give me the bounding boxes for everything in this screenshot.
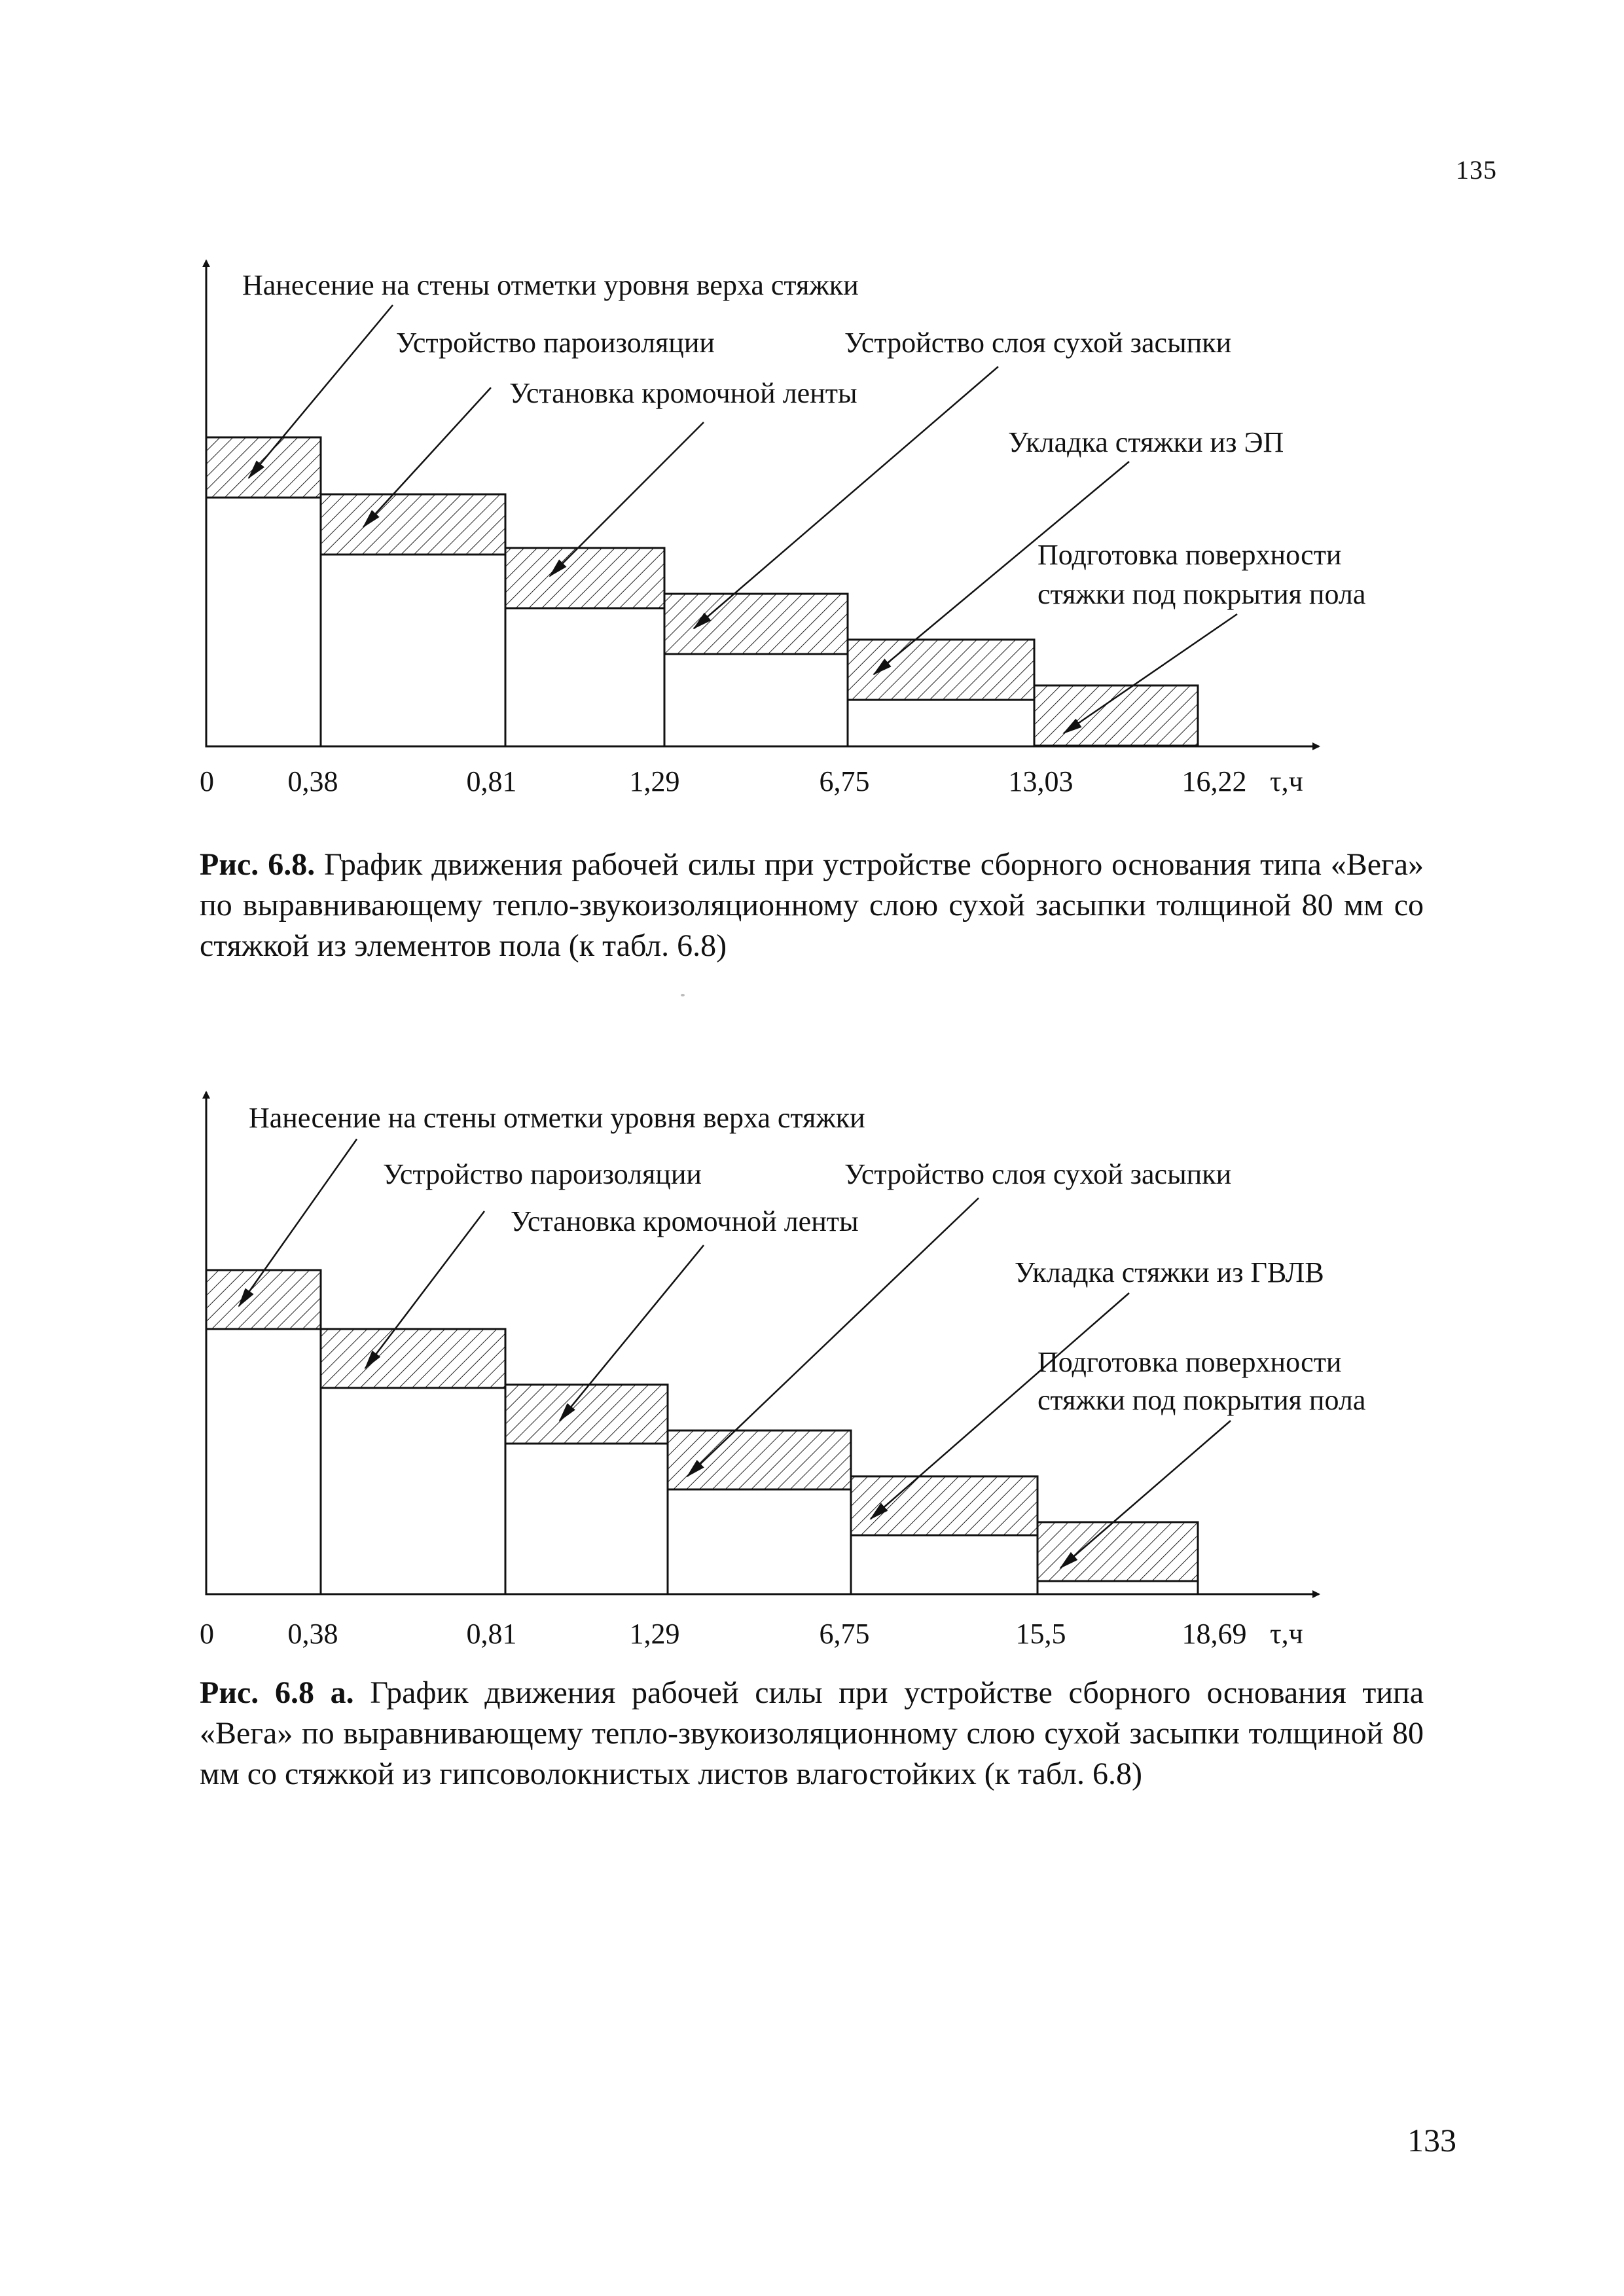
- figure-2-caption-label: Рис. 6.8 а.: [200, 1675, 354, 1710]
- tick-label: 0,38: [287, 1618, 338, 1650]
- task-label-5: Укладка стяжки из ГВЛВ: [1015, 1256, 1324, 1288]
- tick-label: 6,75: [819, 765, 870, 797]
- task-label-6-line-1: Подготовка поверхности: [1038, 539, 1342, 571]
- task-label-6-line-2: стяжки под покрытия пола: [1038, 1384, 1366, 1416]
- tick-label: 13,03: [1008, 765, 1074, 797]
- bar-hatch-4: [664, 594, 848, 654]
- page-number-bottom: 133: [1407, 2122, 1456, 2159]
- tick-label: 16,22: [1182, 765, 1247, 797]
- tick-label: 1,29: [629, 765, 680, 797]
- tick-label: 0,81: [466, 1618, 517, 1650]
- tick-label: 0,38: [287, 765, 338, 797]
- tick-label: 1,29: [629, 1618, 680, 1650]
- task-label-4: Устройство слоя сухой засыпки: [844, 327, 1232, 359]
- bar-hatch-1: [206, 437, 321, 498]
- figure-2-caption-text: График движения рабочей силы при устройстве сборного основания типа «Вега» по выравнивающему тепло-звукоизоляционному слою сухой засыпки толщиной 80 мм со стяжкой из гипсоволокнистых листов влагостойких (к табл. 6.8): [200, 1675, 1424, 1791]
- page-number-top: 135: [1456, 155, 1497, 185]
- axis-label: τ,ч: [1270, 765, 1303, 797]
- bar-hatch-5: [851, 1476, 1038, 1535]
- figure-2-svg: [0, 1074, 1624, 1663]
- figure-1-caption-label: Рис. 6.8.: [200, 847, 316, 882]
- bar-hatch-6: [1038, 1522, 1198, 1581]
- origin-label: 0: [200, 765, 214, 797]
- bar-hatch-3: [505, 1385, 668, 1444]
- task-label-6-line-1: Подготовка поверхности: [1038, 1346, 1342, 1378]
- task-label-2: Устройство пароизоляции: [396, 327, 715, 359]
- axis-label: τ,ч: [1270, 1618, 1303, 1650]
- tick-label: 0,81: [466, 765, 517, 797]
- figure-1-caption-text: График движения рабочей силы при устройстве сборного основания типа «Вега» по выравнивающему тепло-звукоизоляционному слою сухой засыпки толщиной 80 мм со стяжкой из элементов пола (к табл. 6.8): [200, 847, 1424, 963]
- task-label-2: Устройство пароизоляции: [383, 1158, 702, 1190]
- bar-hatch-6: [1034, 685, 1198, 746]
- bar-hatch-2: [321, 1329, 505, 1388]
- task-label-5: Укладка стяжки из ЭП: [1008, 426, 1284, 458]
- figure-1-svg: [0, 242, 1624, 831]
- task-label-6-line-2: стяжки под покрытия пола: [1038, 578, 1366, 610]
- bar-hatch-5: [848, 640, 1034, 700]
- tick-label: 18,69: [1182, 1618, 1247, 1650]
- figure-1-caption: [200, 845, 1424, 966]
- task-label-1: Нанесение на стены отметки уровня верха стяжки: [249, 1102, 865, 1134]
- tick-label: 6,75: [819, 1618, 870, 1650]
- scan-speck: [681, 994, 685, 996]
- task-label-4: Устройство слоя сухой засыпки: [844, 1158, 1232, 1190]
- bar-hatch-3: [505, 548, 664, 608]
- figure-2-caption: [200, 1673, 1424, 1795]
- task-label-1: Нанесение на стены отметки уровня верха стяжки: [242, 269, 859, 301]
- tick-label: 15,5: [1015, 1618, 1066, 1650]
- bar-hatch-4: [668, 1430, 851, 1489]
- bar-hatch-2: [321, 494, 505, 555]
- origin-label: 0: [200, 1618, 214, 1650]
- bar-hatch-1: [206, 1270, 321, 1329]
- task-label-3: Установка кромочной ленты: [509, 377, 857, 409]
- task-label-3: Установка кромочной ленты: [511, 1205, 859, 1237]
- figure-1-chart: [0, 242, 1624, 831]
- figure-2-chart: [0, 1074, 1624, 1663]
